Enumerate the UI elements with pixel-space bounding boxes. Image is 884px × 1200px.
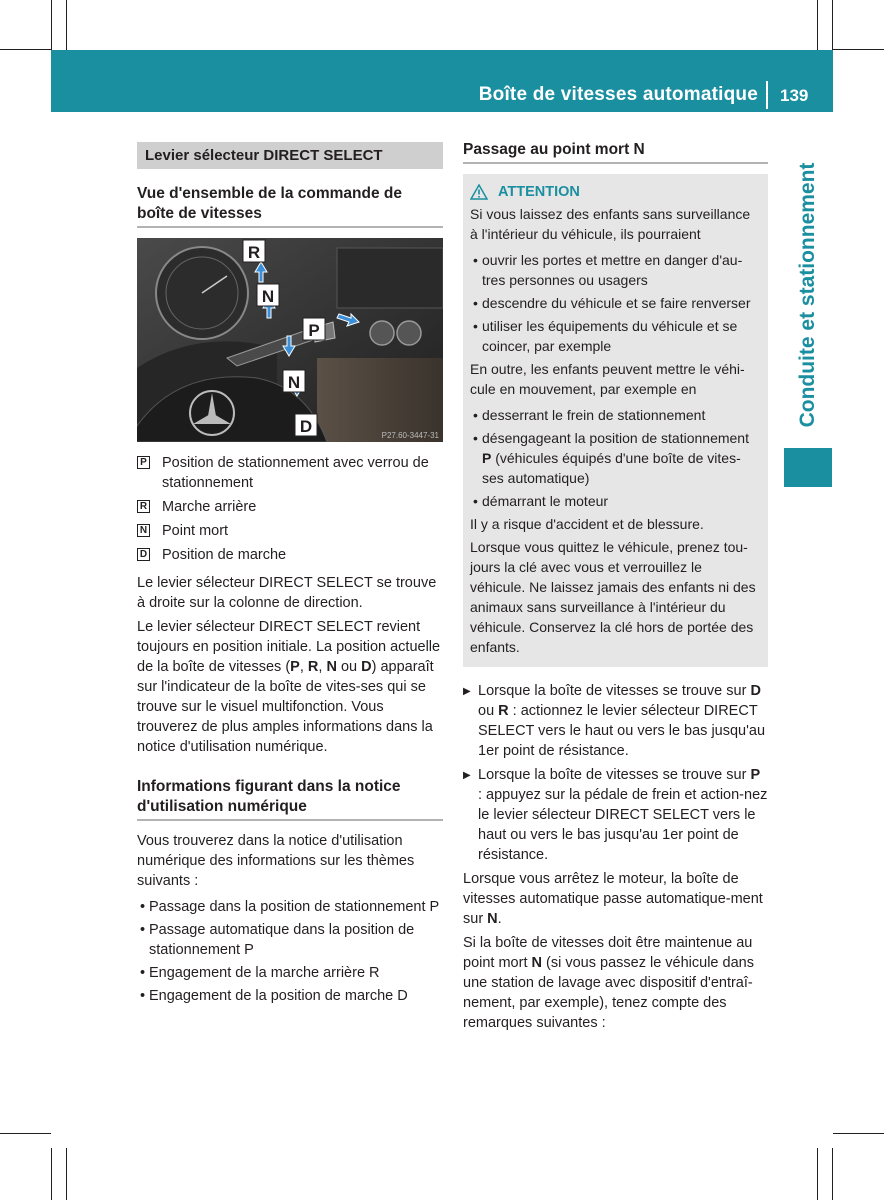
info-heading: Informations figurant dans la notice d'utilisation numérique — [137, 777, 443, 821]
figure-label-p: P — [308, 321, 320, 340]
legend-item — [137, 497, 443, 517]
list-item: • Engagement de la position de marche D — [140, 988, 408, 1004]
list-item: • utiliser les équipements du véhicule et se coincer, par exemple — [473, 318, 738, 354]
figure-label-r: R — [247, 243, 261, 262]
warning-box — [463, 174, 768, 667]
crop-mark — [0, 1133, 51, 1134]
list-item: • Passage dans la position de stationnement P — [140, 899, 440, 915]
warning-icon — [470, 184, 488, 200]
paragraph: Lorsque vous arrêtez le moteur, la boîte de vitesses automatique passe automatique-ment sur N. — [463, 871, 763, 927]
warning-intro: Si vous laissez des enfants sans surveillance à l'intérieur du véhicule, ils pourraient — [470, 206, 751, 242]
figure-label-n2: N — [287, 373, 301, 392]
list-item: • désengageant la position de stationnement P (véhicules équipés d'une boîte de vites-ses automatique) — [473, 430, 749, 486]
chapter-tab-label: Conduite et stationnement — [796, 162, 819, 428]
overview-heading: Vue d'ensemble de la commande de boîte de vitesses — [137, 184, 443, 228]
left-column — [137, 140, 443, 1009]
step-item: ▶ Lorsque la boîte de vitesses se trouve sur P : appuyez sur la pédale de frein et action-nez le levier sélecteur DIRECT SELECT vers le haut ou vers le bas jusqu'au 1er point de résistance. — [463, 767, 768, 863]
list-item: • descendre du véhicule et se faire renverser — [473, 295, 751, 311]
warning-closing: Lorsque vous quittez le véhicule, prenez tou-jours la clé avec vous et verrouillez le véhicule. Ne laissez jamais des enfants ni des animaux sans surveillance à l'intérieur du véhicule. Conservez la clé hors de portée des enfants. — [470, 539, 756, 655]
crop-mark — [833, 1133, 884, 1134]
key-d-icon: D — [137, 548, 150, 561]
paragraph: Le levier sélecteur DIRECT SELECT se trouve à droite sur la colonne de direction. — [137, 575, 437, 611]
display-screen — [337, 248, 443, 308]
warning-title: ATTENTION — [470, 184, 761, 200]
crop-mark — [832, 1148, 833, 1200]
neutral-heading: Passage au point mort N — [463, 140, 768, 164]
list-item: • desserrant le frein de stationnement — [473, 407, 706, 423]
crop-mark — [66, 1148, 67, 1200]
list-item: • ouvrir les portes et mettre en danger d'au-tres personnes ou usagers — [473, 252, 743, 288]
legend-text: Position de marche — [162, 547, 287, 563]
list-item: • démarrant le moteur — [473, 493, 609, 509]
vent-icon — [370, 321, 394, 345]
legend-item — [137, 453, 443, 493]
key-p-icon: P — [137, 456, 150, 469]
gear-selector-figure — [137, 238, 443, 442]
warning-mid: En outre, les enfants peuvent mettre le véhi-cule en mouvement, par exemple en — [470, 361, 745, 397]
crop-mark — [51, 0, 52, 50]
crop-mark — [832, 0, 833, 50]
crop-mark — [51, 1148, 52, 1200]
legend-text: Marche arrière — [162, 499, 257, 515]
page-number: 139 — [780, 86, 809, 105]
legend-item — [137, 521, 443, 541]
figure-label-n: N — [261, 287, 275, 306]
legend-text: Point mort — [162, 523, 229, 539]
figure-code: P27.60-3447-31 — [381, 431, 439, 440]
crop-mark — [0, 49, 51, 50]
step-arrow-icon: ▶ — [463, 686, 471, 697]
legend-text: Position de stationnement avec verrou de stationnement — [162, 455, 429, 491]
paragraph: Si la boîte de vitesses doit être maintenue au point mort N (si vous passez le véhicule dans une station de lavage avec dispositif d'entraî-nement, par exemple), tenez compte des remarques suivantes : — [463, 935, 754, 1031]
crop-mark — [833, 49, 884, 50]
section-title: Levier sélecteur DIRECT SELECT — [137, 142, 443, 169]
step-arrow-icon: ▶ — [463, 770, 471, 781]
legend-item — [137, 545, 443, 565]
crop-mark — [817, 0, 818, 50]
key-n-icon: N — [137, 524, 150, 537]
chapter-marker — [784, 448, 832, 487]
crop-mark — [66, 0, 67, 50]
chapter-tab — [784, 150, 832, 440]
list-item: • Passage automatique dans la position de stationnement P — [140, 922, 415, 958]
key-r-icon: R — [137, 500, 150, 513]
page-title: Boîte de vitesses automatique — [478, 84, 758, 105]
wood-trim — [317, 358, 443, 442]
warning-risk: Il y a risque d'accident et de blessure. — [470, 516, 704, 532]
crop-mark — [817, 1148, 818, 1200]
step-item: ▶ Lorsque la boîte de vitesses se trouve sur D ou R : actionnez le levier sélecteur DIRECT SELECT vers le haut ou vers le bas jusqu'au 1er point de résistance. — [463, 683, 766, 759]
right-column — [463, 140, 768, 1035]
paragraph: Le levier sélecteur DIRECT SELECT revient toujours en position initiale. La position actuelle de la boîte de vitesses (P, R, N ou D) apparaît sur l'indicateur de la boîte de vites-ses qui se trouve sur le visuel multifonction. Vous trouverez de plus amples informations dans la notice d'utilisation numérique. — [137, 619, 441, 755]
header-separator — [766, 81, 768, 109]
paragraph: Vous trouverez dans la notice d'utilisation numérique des informations sur les thèmes suivants : — [137, 833, 415, 889]
list-item: • Engagement de la marche arrière R — [140, 965, 380, 981]
figure-label-d: D — [299, 417, 313, 436]
